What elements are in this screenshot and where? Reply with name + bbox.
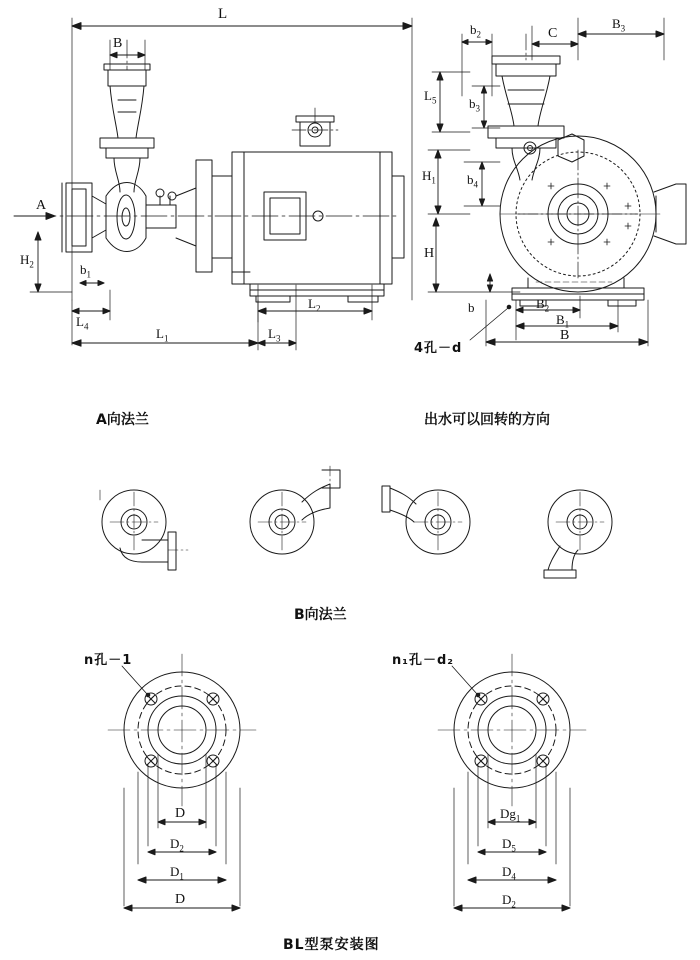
dim-label-b: b — [468, 300, 475, 315]
dim-label-B3: $B_3$ — [612, 16, 626, 34]
dim-label-B: B — [113, 36, 123, 51]
dim-label-D4: $D_4$ — [502, 864, 516, 882]
dim-label-b4: $b_4$ — [467, 172, 478, 190]
dim-label-B2: $B_2$ — [536, 296, 550, 314]
dim-label-b1: $b_1$ — [80, 262, 91, 280]
dim-label-B-total: B — [560, 328, 570, 343]
dim-label-C: C — [548, 26, 558, 41]
figure-title: BL型泵安装图 — [283, 937, 380, 953]
caption-flange-b: B向法兰 — [294, 607, 347, 623]
dim-label-H1: $H_1$ — [422, 168, 436, 186]
dim-label-b3: $b_3$ — [469, 96, 480, 114]
dim-label-D2-left: $D_2$ — [170, 836, 184, 854]
dim-label-L5: $L_5$ — [424, 88, 437, 106]
dim-label-D5: $D_5$ — [502, 836, 516, 854]
dim-label-Dg1: $Dg_1$ — [500, 806, 521, 824]
dim-label-L4: $L_4$ — [76, 314, 89, 332]
note-n-hole: n孔－1 — [84, 653, 133, 668]
dim-label-D-outer: D — [175, 892, 186, 907]
caption-rotation: 出水可以回转的方向 — [424, 412, 550, 428]
note-4-hole-d: 4孔－d — [414, 341, 463, 356]
dim-label-b2: $b_2$ — [470, 22, 481, 40]
dim-label-D2-right: $D_2$ — [502, 892, 516, 910]
dim-label-H: H — [424, 246, 435, 261]
note-n1-hole: n₁孔－d₂ — [392, 653, 454, 668]
dim-label-L1: $L_1$ — [156, 326, 169, 344]
dim-label-A: A — [36, 198, 47, 213]
dim-label-D1-left: $D_1$ — [170, 864, 184, 882]
dim-label-H2: $H_2$ — [20, 252, 34, 270]
dim-label-L: L — [218, 6, 228, 22]
dim-label-L3: $L_3$ — [268, 326, 281, 344]
dim-label-B1: $B_1$ — [556, 312, 570, 330]
dim-label-D-inner: D — [175, 806, 186, 821]
caption-flange-a: A向法兰 — [96, 412, 149, 428]
dim-label-L2: $L_2$ — [308, 296, 321, 314]
